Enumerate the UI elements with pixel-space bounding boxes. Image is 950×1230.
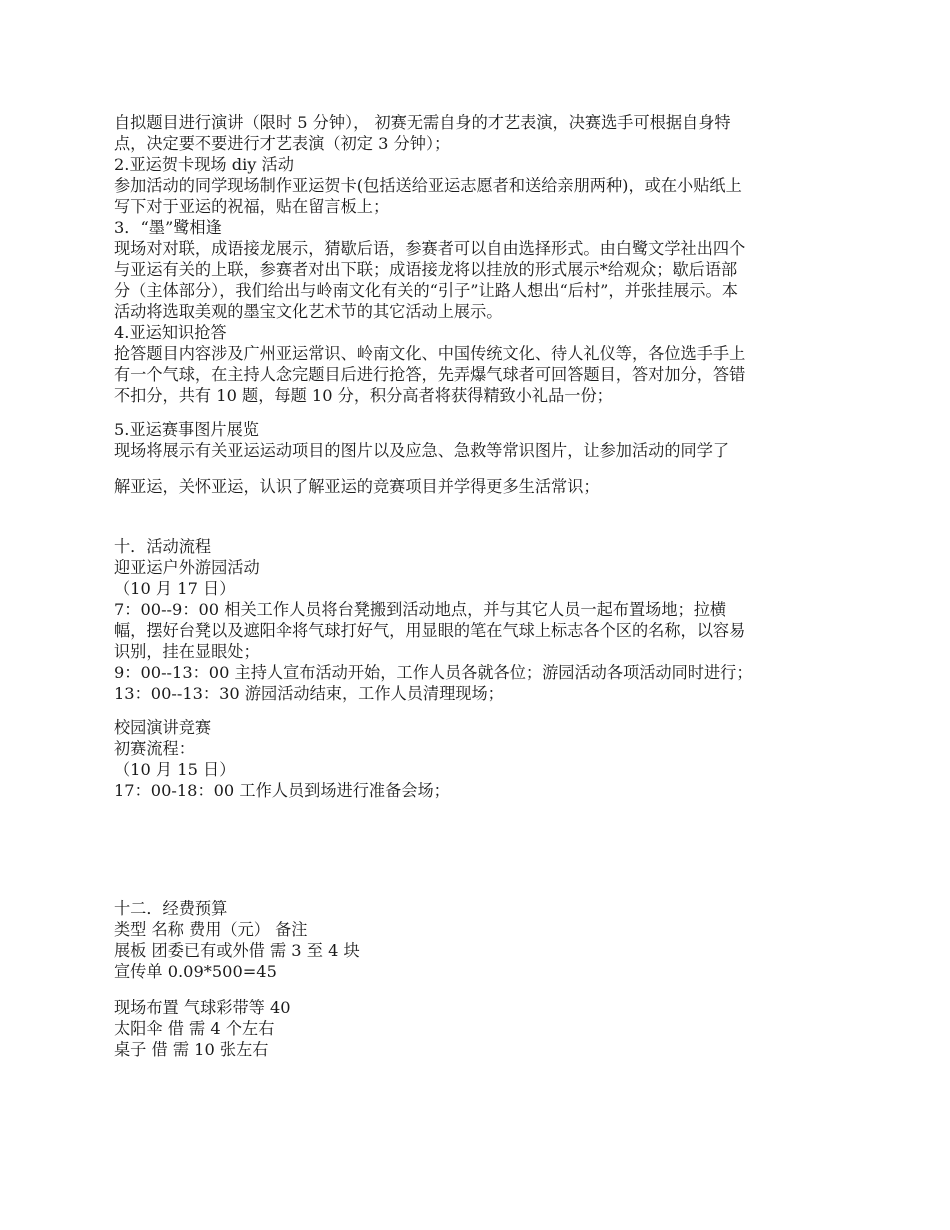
item-4-line-3: 不扣分，共有 10 题，每题 10 分，积分高者将获得精致小礼品一份；	[114, 386, 613, 405]
item-2-line-2: 写下对于亚运的祝福，贴在留言板上；	[114, 197, 390, 216]
speech-contest-date: （10 月 15 日）	[114, 760, 236, 779]
outdoor-step-1-line-3: 识别，挂在显眼处；	[114, 642, 260, 661]
speech-contest-step-1: 17：00-18：00 工作人员到场进行准备会场；	[114, 781, 450, 800]
budget-row: 展板 团委已有或外借 需 3 至 4 块	[114, 941, 360, 960]
outdoor-activity-title: 迎亚运户外游园活动	[114, 558, 260, 577]
item-3-line-2: 与亚运有关的上联，参赛者对出下联；成语接龙将以挂放的形式展示*给观众；歇后语部	[114, 260, 738, 279]
item-3-title: 3．“墨”鹭相逢	[114, 218, 222, 237]
item-4-line-2: 有一个气球，在主持人念完题目后进行抢答，先弄爆气球者可回答题目，答对加分，答错	[114, 365, 746, 384]
outdoor-step-1-line-1: 7：00--9：00 相关工作人员将台凳搬到活动地点，并与其它人员一起布置场地；拉横	[114, 600, 727, 619]
budget-row: 桌子 借 需 10 张左右	[114, 1040, 269, 1059]
speech-rule-line-2: 点，决定要不要进行才艺表演（初定 3 分钟）；	[114, 134, 451, 153]
outdoor-step-1-line-2: 幅，摆好台凳以及遮阳伞将气球打好气，用显眼的笔在气球上标志各个区的名称，以容易	[114, 621, 746, 640]
budget-row: 宣传单 0.09*500=45	[114, 962, 277, 981]
speech-contest-subtitle: 初赛流程：	[114, 739, 195, 758]
item-3-line-1: 现场对对联，成语接龙展示，猜歇后语，参赛者可以自由选择形式。由白鹭文学社出四个	[114, 239, 746, 258]
process-heading: 十．活动流程	[114, 537, 212, 556]
item-3-line-4: 活动将选取美观的墨宝文化艺术节的其它活动上展示。	[114, 302, 503, 321]
speech-rule-line-1: 自拟题目进行演讲（限时 5 分钟）， 初赛无需自身的才艺表演，决赛选手可根据自身特	[114, 113, 731, 132]
budget-row: 现场布置 气球彩带等 40	[114, 998, 291, 1017]
speech-contest-title: 校园演讲竞赛	[114, 718, 212, 737]
item-2-line-1: 参加活动的同学现场制作亚运贺卡(包括送给亚运志愿者和送给亲朋两种)，或在小贴纸上	[114, 176, 742, 195]
item-4-title: 4.亚运知识抢答	[114, 323, 227, 342]
budget-heading: 十二．经费预算	[114, 899, 228, 918]
item-3-line-3: 分（主体部分），我们给出与岭南文化有关的“引子”让路人想出“后村”，并张挂展示。本	[114, 281, 738, 300]
item-4-line-1: 抢答题目内容涉及广州亚运常识、岭南文化、中国传统文化、待人礼仪等，各位选手手上	[114, 344, 746, 363]
outdoor-activity-date: （10 月 17 日）	[114, 579, 236, 598]
item-5-title: 5.亚运赛事图片展览	[114, 420, 259, 439]
budget-row: 太阳伞 借 需 4 个左右	[114, 1019, 275, 1038]
item-5-line-2: 解亚运，关怀亚运，认识了解亚运的竞赛项目并学得更多生活常识；	[114, 477, 600, 496]
item-2-title: 2.亚运贺卡现场 diy 活动	[114, 155, 294, 174]
item-5-line-1: 现场将展示有关亚运运动项目的图片以及应急、急救等常识图片，让参加活动的同学了	[114, 441, 730, 460]
outdoor-step-2: 9：00--13：00 主持人宣布活动开始，工作人员各就各位；游园活动各项活动同时进行；	[114, 663, 753, 682]
budget-header-row: 类型 名称 费用（元） 备注	[114, 920, 308, 939]
outdoor-step-3: 13：00--13：30 游园活动结束，工作人员清理现场；	[114, 684, 504, 703]
